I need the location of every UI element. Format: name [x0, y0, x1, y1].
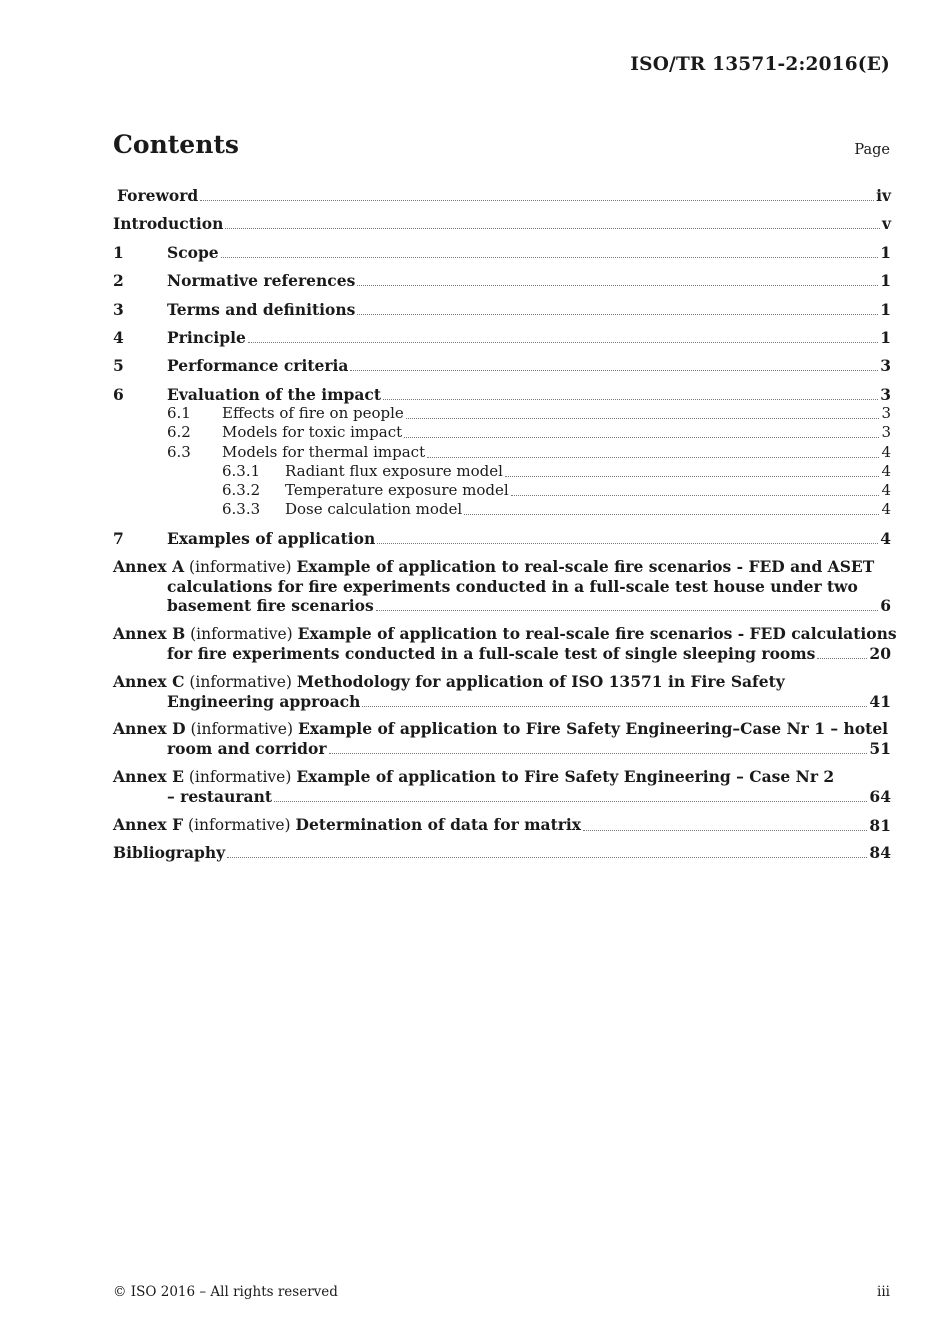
toc-page: 81	[869, 816, 891, 835]
dot-leader	[817, 658, 867, 659]
toc-page: 3	[881, 404, 891, 422]
toc-title: Radiant flux exposure model	[285, 462, 503, 480]
dot-leader	[377, 543, 878, 544]
toc-page: 3	[880, 356, 891, 375]
toc-entry-clause-3[interactable]	[113, 300, 891, 319]
toc-entry-clause-5[interactable]	[113, 356, 891, 375]
toc-title: Models for thermal impact	[222, 443, 426, 461]
toc-entry-bibliography[interactable]	[113, 843, 891, 862]
toc-number: 1	[113, 243, 124, 262]
toc-title: Normative references	[167, 271, 356, 290]
toc-page: 3	[880, 385, 891, 404]
toc-entry-clause-1[interactable]	[113, 243, 891, 262]
toc-title: Effects of fire on people	[222, 404, 404, 422]
toc-title: Introduction	[113, 214, 224, 233]
toc-entry-annex-b[interactable]	[113, 624, 897, 663]
annex-last-line	[113, 739, 891, 758]
annex-title-line: Methodology for application of ISO 13571 in Fire Safety	[296, 672, 785, 691]
toc-entry-clause-6-3-3[interactable]	[113, 500, 891, 519]
annex-title-line: Example of application to Fire Safety Engineering–Case Nr 1 – hotel	[297, 719, 889, 738]
annex-title-line: Example of application to real-scale fire scenarios - FED calculations	[297, 624, 897, 643]
toc-entry-annex-f[interactable]	[113, 815, 891, 835]
dot-leader	[248, 342, 878, 343]
dot-leader	[362, 706, 867, 707]
toc-number: 6	[113, 385, 124, 404]
toc-page: 41	[869, 692, 891, 711]
dot-leader	[404, 437, 879, 438]
annex-type: (informative)	[189, 673, 292, 691]
toc-title: Examples of application	[167, 529, 376, 548]
annex-type: (informative)	[190, 625, 293, 643]
annex-heading-line	[113, 624, 897, 644]
toc-number: 6.1	[167, 404, 191, 422]
toc-page: v	[881, 214, 891, 233]
annex-heading-line	[113, 815, 581, 835]
annex-label: Annex E	[113, 767, 184, 786]
toc-title: Scope	[167, 243, 219, 262]
dot-leader	[329, 753, 868, 754]
toc-entry-introduction[interactable]	[113, 214, 891, 233]
toc-title: Performance criteria	[167, 356, 349, 375]
toc-number: 5	[113, 356, 124, 375]
toc-number: 4	[113, 328, 124, 347]
toc-title: Terms and definitions	[167, 300, 356, 319]
annex-heading-line	[113, 719, 891, 739]
toc-title: Bibliography	[113, 843, 226, 862]
toc-page: 1	[880, 271, 891, 290]
dot-leader	[200, 200, 874, 201]
dot-leader	[583, 830, 867, 831]
dot-leader	[225, 228, 880, 229]
annex-last-line	[113, 692, 891, 711]
toc-entry-clause-6[interactable]	[113, 385, 891, 404]
toc-entry-clause-2[interactable]	[113, 271, 891, 290]
annex-label: Annex A	[113, 557, 185, 576]
annex-heading-line	[113, 767, 891, 787]
toc-number: 6.3.2	[222, 481, 261, 499]
toc-page: 6	[880, 596, 891, 615]
toc-number: 2	[113, 271, 124, 290]
toc-page: 84	[869, 843, 891, 862]
toc-title: Foreword	[117, 186, 199, 205]
page-column-label: Page	[854, 142, 890, 158]
toc-page: 1	[880, 300, 891, 319]
toc-page: iv	[876, 186, 891, 205]
dot-leader	[274, 801, 867, 802]
toc-page: 20	[869, 644, 891, 663]
dot-leader	[464, 514, 879, 515]
annex-label: Annex D	[113, 719, 186, 738]
annex-label: Annex C	[113, 672, 185, 691]
toc-entry-annex-c[interactable]	[113, 672, 891, 711]
dot-leader	[427, 457, 879, 458]
toc-title: Models for toxic impact	[222, 423, 403, 441]
toc-number: 3	[113, 300, 124, 319]
copyright-notice: © ISO 2016 – All rights reserved	[113, 1284, 338, 1300]
toc-page: 51	[869, 739, 891, 758]
toc-title: Temperature exposure model	[285, 481, 509, 499]
annex-label: Annex B	[113, 624, 186, 643]
toc-page: 4	[881, 481, 891, 499]
toc-number: 6.2	[167, 423, 191, 441]
annex-title-line: Example of application to Fire Safety Engineering – Case Nr 2	[296, 767, 835, 786]
annex-title-line: for fire experiments conducted in a full-scale test of single sleeping rooms	[167, 644, 816, 663]
annex-title-line: basement fire scenarios	[167, 596, 374, 615]
dot-leader	[357, 285, 878, 286]
toc-page: 4	[881, 462, 891, 480]
toc-entry-annex-a[interactable]	[113, 557, 891, 615]
annex-heading-line	[113, 557, 891, 577]
toc-entry-clause-7[interactable]	[113, 529, 891, 548]
toc-entry-clause-6-2[interactable]	[113, 423, 891, 442]
toc-entry-clause-6-3[interactable]	[113, 443, 891, 462]
annex-title-line: Determination of data for matrix	[295, 815, 582, 834]
toc-entry-clause-6-3-1[interactable]	[113, 462, 891, 481]
dot-leader	[350, 370, 878, 371]
annex-heading-line	[113, 672, 891, 692]
annex-title-line: Engineering approach	[167, 692, 361, 711]
toc-entry-annex-e[interactable]	[113, 767, 891, 806]
annex-type: (informative)	[188, 768, 292, 786]
toc-entry-clause-6-1[interactable]	[113, 404, 891, 423]
dot-leader	[383, 399, 878, 400]
annex-label: Annex F	[113, 815, 184, 834]
toc-title: Evaluation of the impact	[167, 385, 381, 404]
toc-title: Dose calculation model	[285, 500, 463, 518]
dot-leader	[511, 495, 880, 496]
dot-leader	[227, 857, 867, 858]
annex-continuation-line	[113, 577, 891, 596]
dot-leader	[221, 257, 879, 258]
toc-page: 4	[881, 500, 891, 518]
toc-page: 1	[880, 328, 891, 347]
toc-entry-annex-d[interactable]	[113, 719, 891, 758]
annex-type: (informative)	[188, 816, 291, 834]
toc-page: 1	[880, 243, 891, 262]
annex-last-line	[113, 787, 891, 806]
annex-last-line	[113, 644, 891, 663]
toc-entry-foreword[interactable]	[113, 186, 891, 205]
toc-title: Principle	[167, 328, 246, 347]
toc-page: 3	[881, 423, 891, 441]
annex-title-line: room and corridor	[167, 739, 327, 758]
page-number: iii	[877, 1284, 890, 1300]
toc-page: 4	[881, 443, 891, 461]
dot-leader	[505, 476, 880, 477]
toc-page: 4	[880, 529, 891, 548]
annex-type: (informative)	[190, 720, 294, 738]
dot-leader	[406, 418, 880, 419]
annex-title-line: calculations for fire experiments conducted in a full-scale test house under two	[167, 577, 858, 596]
toc-number: 7	[113, 529, 124, 548]
toc-entry-clause-6-3-2[interactable]	[113, 481, 891, 500]
annex-type: (informative)	[189, 558, 292, 576]
toc-number: 6.3.1	[222, 462, 261, 480]
annex-title-line: Example of application to real-scale fire scenarios - FED and ASET	[296, 557, 875, 576]
toc-number: 6.3	[167, 443, 191, 461]
toc-number: 6.3.3	[222, 500, 261, 518]
annex-last-line	[113, 596, 891, 615]
document-id: ISO/TR 13571-2:2016(E)	[630, 54, 890, 75]
toc-entry-clause-4[interactable]	[113, 328, 891, 347]
dot-leader	[357, 314, 878, 315]
contents-heading: Contents	[113, 130, 240, 159]
toc-page: 64	[869, 787, 891, 806]
dot-leader	[376, 610, 878, 611]
annex-title-line: – restaurant	[167, 787, 273, 806]
